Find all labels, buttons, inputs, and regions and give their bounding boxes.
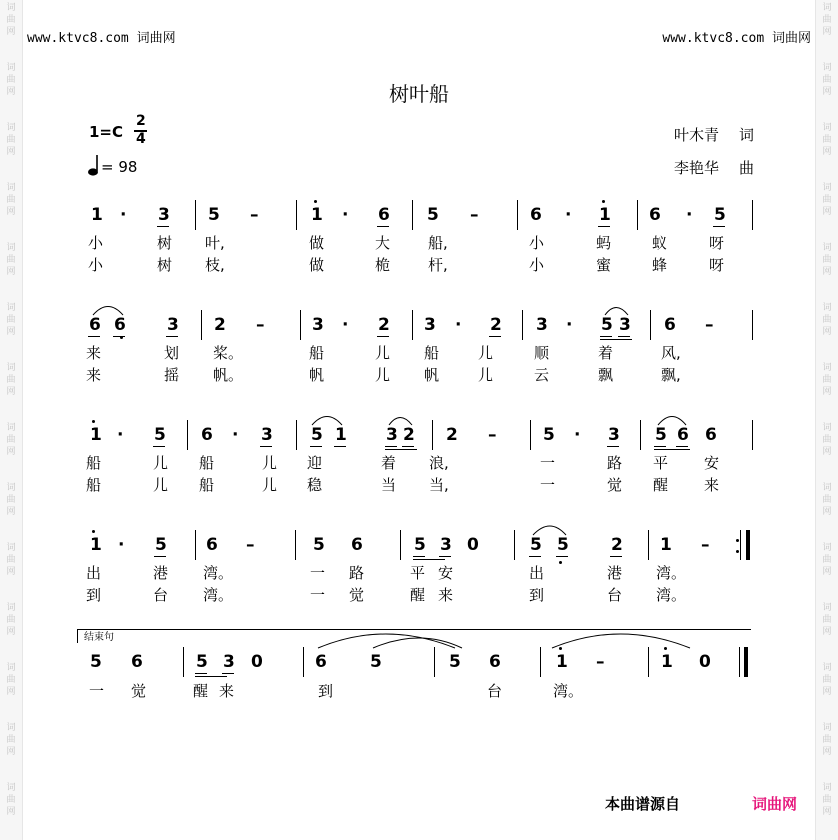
note: 1: [660, 535, 672, 555]
footer-source: 本曲谱源自: [605, 795, 681, 813]
note: 2: [446, 425, 458, 445]
watermark-glyph: 词: [822, 363, 832, 373]
watermark-glyph: 词: [6, 363, 16, 373]
watermark-glyph: 词: [822, 183, 832, 193]
lyric-char: 儿: [262, 476, 278, 494]
extension-dash: –: [470, 205, 479, 225]
augmentation-dot: ·: [117, 425, 124, 445]
watermark-glyph: 词: [6, 603, 16, 613]
note: 6: [201, 425, 213, 445]
lyric-char: 帆: [424, 366, 440, 384]
note: 1: [311, 205, 323, 225]
lyric-char: 船: [309, 344, 325, 362]
lyric-char: 划: [164, 344, 180, 362]
time-signature-bottom: 4: [136, 131, 146, 147]
watermark-glyph: 网: [6, 27, 16, 37]
lyric-char: 杆,: [428, 256, 448, 274]
lyric-char: 安: [704, 454, 720, 472]
watermark-glyph: 词: [6, 483, 16, 493]
slur: [533, 526, 566, 535]
lyric-char: 觉: [607, 476, 623, 494]
watermark-glyph: 网: [6, 447, 16, 457]
watermark-glyph: 曲: [822, 675, 832, 685]
augmentation-dot: ·: [342, 205, 349, 225]
watermark-glyph: 词: [822, 783, 832, 793]
note: 5: [427, 205, 439, 225]
note: 6: [378, 205, 390, 225]
song-title: 树叶船: [389, 82, 449, 106]
lyric-char: 来: [86, 344, 102, 362]
watermark-glyph: 曲: [822, 435, 832, 445]
slur: [373, 638, 462, 648]
note: 6: [315, 652, 327, 672]
lyric-char: 台: [487, 682, 503, 700]
note: 5: [370, 652, 382, 672]
lyric-char: 儿: [478, 344, 494, 362]
watermark-glyph: 词: [822, 63, 832, 73]
watermark-glyph: 词: [6, 183, 16, 193]
lyric-char: 桅: [375, 256, 391, 274]
lyric-char: 云: [534, 366, 550, 384]
watermark-glyph: 网: [822, 687, 832, 697]
lyric-char: 一: [89, 682, 105, 700]
watermark-glyph: 曲: [6, 315, 16, 325]
note: 3: [608, 425, 620, 445]
watermark-glyph: 词: [822, 303, 832, 313]
lyric-char: 桨。: [213, 344, 244, 362]
lyric-char: 儿: [375, 366, 391, 384]
watermark-glyph: 词: [822, 543, 832, 553]
lyric-char: 小: [88, 234, 104, 252]
watermark-glyph: 曲: [822, 555, 832, 565]
lyric-char: 帆: [309, 366, 325, 384]
watermark-glyph: 曲: [822, 735, 832, 745]
ending-bracket-left: [77, 629, 78, 643]
lyric-char: 一: [540, 476, 556, 494]
watermark-glyph: 网: [822, 387, 832, 397]
note: 5: [449, 652, 461, 672]
note: 5: [208, 205, 220, 225]
lyric-char: 觉: [131, 682, 147, 700]
watermark-glyph: 曲: [822, 315, 832, 325]
note: 1: [556, 652, 568, 672]
note: 6: [489, 652, 501, 672]
lyric-char: 到: [318, 682, 334, 700]
note: 5: [543, 425, 555, 445]
watermark-glyph: 词: [822, 483, 832, 493]
augmentation-dot: ·: [565, 205, 572, 225]
watermark-glyph: 词: [822, 423, 832, 433]
watermark-glyph: 曲: [822, 615, 832, 625]
extension-dash: –: [250, 205, 259, 225]
watermark-glyph: 网: [822, 87, 832, 97]
slur: [605, 308, 628, 316]
lyric-char: 船: [86, 454, 102, 472]
lyric-char: 儿: [153, 476, 169, 494]
augmentation-dot: ·: [686, 205, 693, 225]
watermark-glyph: 词: [822, 123, 832, 133]
watermark-glyph: 词: [6, 783, 16, 793]
note: 6: [131, 652, 143, 672]
ending-bracket-top: [77, 629, 751, 630]
lyric-char: 湾。: [553, 682, 584, 700]
lyric-char: 飘,: [661, 366, 681, 384]
note: 5: [311, 425, 323, 445]
watermark-glyph: 曲: [6, 135, 16, 145]
slur: [552, 634, 690, 648]
lyric-char: 船: [424, 344, 440, 362]
lyric-char: 着: [381, 454, 397, 472]
lyric-char: 醒: [653, 476, 669, 494]
lyric-char: 呀: [709, 234, 725, 252]
note: 6: [530, 205, 542, 225]
note: 3: [261, 425, 273, 445]
watermark-glyph: 曲: [6, 435, 16, 445]
watermark-glyph: 网: [822, 147, 832, 157]
watermark-glyph: 词: [6, 663, 16, 673]
note: 3: [619, 315, 631, 335]
lyric-char: 蚂: [596, 234, 612, 252]
lyric-char: 觉: [349, 586, 365, 604]
note: 3: [386, 425, 398, 445]
note: 5: [154, 425, 166, 445]
lyric-char: 着: [598, 344, 614, 362]
note: 6: [649, 205, 661, 225]
lyric-char: 船,: [428, 234, 448, 252]
augmentation-dot: ·: [120, 205, 127, 225]
watermark-glyph: 网: [6, 87, 16, 97]
note: 6: [89, 315, 101, 335]
watermark-glyph: 词: [822, 663, 832, 673]
lyric-char: 小: [88, 256, 104, 274]
note: 3: [424, 315, 436, 335]
augmentation-dot: ·: [574, 425, 581, 445]
watermark-glyph: 网: [6, 807, 16, 817]
watermark-glyph: 网: [6, 507, 16, 517]
lyric-char: 稳: [307, 476, 323, 494]
watermark-glyph: 网: [822, 207, 832, 217]
watermark-glyph: 曲: [6, 195, 16, 205]
extension-dash: –: [596, 652, 605, 672]
ending-label: 结束句: [84, 632, 114, 643]
watermark-glyph: 词: [822, 243, 832, 253]
watermark-glyph: 曲: [822, 495, 832, 505]
watermark-glyph: 曲: [6, 795, 16, 805]
watermark-glyph: 网: [6, 267, 16, 277]
watermark-glyph: 网: [822, 627, 832, 637]
lyric-char: 到: [86, 586, 102, 604]
lyric-char: 呀: [709, 256, 725, 274]
lyric-char: 一: [310, 564, 326, 582]
lyric-char: 船: [86, 476, 102, 494]
watermark-url: www.ktvc8.com: [662, 31, 765, 46]
watermark-glyph: 词: [6, 3, 16, 13]
lyric-char: 路: [607, 454, 623, 472]
extension-dash: –: [246, 535, 255, 555]
lyric-char: 迎: [307, 454, 323, 472]
note: 1: [661, 652, 673, 672]
composer-role: 曲: [739, 159, 755, 177]
lyric-char: 港: [153, 564, 169, 582]
watermark-glyph: 网: [6, 207, 16, 217]
watermark-glyph: 曲: [6, 15, 16, 25]
slur: [389, 418, 412, 426]
watermark-glyph: 曲: [6, 375, 16, 385]
watermark-glyph: 词: [6, 543, 16, 553]
note: 6: [677, 425, 689, 445]
note: 0: [467, 535, 479, 555]
watermark-glyph: 网: [822, 267, 832, 277]
watermark-glyph: 网: [6, 327, 16, 337]
watermark-glyph: 曲: [6, 615, 16, 625]
augmentation-dot: ·: [118, 535, 125, 555]
slur: [658, 417, 686, 426]
lyric-char: 路: [349, 564, 365, 582]
note: 1: [335, 425, 347, 445]
augmentation-dot: ·: [455, 315, 462, 335]
lyric-char: 摇: [164, 366, 180, 384]
note: 6: [664, 315, 676, 335]
extension-dash: –: [705, 315, 714, 335]
lyric-char: 出: [529, 564, 545, 582]
lyricist-role: 词: [739, 126, 755, 144]
watermark-glyph: 曲: [822, 255, 832, 265]
watermark-glyph: 曲: [6, 555, 16, 565]
watermark-glyph: 网: [6, 387, 16, 397]
watermark-glyph: 曲: [6, 675, 16, 685]
watermark-glyph: 网: [6, 147, 16, 157]
watermark-glyph: 网: [822, 447, 832, 457]
slur: [318, 634, 455, 648]
extension-dash: –: [256, 315, 265, 335]
lyric-char: 台: [607, 586, 623, 604]
lyric-char: 儿: [478, 366, 494, 384]
lyric-char: 醒: [410, 586, 426, 604]
lyric-char: 一: [310, 586, 326, 604]
note: 1: [91, 205, 103, 225]
lyric-char: 顺: [534, 344, 550, 362]
lyric-char: 树: [157, 256, 173, 274]
lyric-char: 浪,: [429, 454, 449, 472]
lyric-char: 平: [410, 564, 426, 582]
watermark-glyph: 网: [6, 687, 16, 697]
note: 0: [251, 652, 263, 672]
note: 3: [158, 205, 170, 225]
lyric-char: 大: [375, 234, 391, 252]
watermark-glyph: 网: [822, 327, 832, 337]
watermark-glyph: 词: [6, 243, 16, 253]
lyric-char: 帆。: [213, 366, 244, 384]
tempo-marking: = 98: [101, 158, 138, 176]
lyric-char: 枝,: [205, 256, 225, 274]
lyric-char: 当,: [429, 476, 449, 494]
watermark-glyph: 网: [6, 627, 16, 637]
lyric-char: 来: [704, 476, 720, 494]
lyric-char: 蜜: [596, 256, 612, 274]
watermark-glyph: 网: [822, 567, 832, 577]
lyric-char: 来: [219, 682, 235, 700]
note: 5: [196, 652, 208, 672]
lyric-char: 树: [157, 234, 173, 252]
watermark-glyph: 网: [822, 747, 832, 757]
note: 5: [557, 535, 569, 555]
lyric-char: 港: [607, 564, 623, 582]
watermark-glyph: 词: [6, 723, 16, 733]
slur: [312, 417, 342, 426]
note: 3: [167, 315, 179, 335]
composer-name: 李艳华: [674, 159, 720, 177]
watermark-glyph: 曲: [6, 75, 16, 85]
note: 2: [490, 315, 502, 335]
watermark-glyph: 词: [822, 603, 832, 613]
lyric-char: 安: [438, 564, 454, 582]
lyric-char: 叶,: [205, 234, 225, 252]
watermark-glyph: 网: [6, 747, 16, 757]
lyric-char: 当: [381, 476, 397, 494]
watermark-glyph: 曲: [822, 375, 832, 385]
watermark-glyph: 词: [6, 123, 16, 133]
watermark-url: www.ktvc8.com: [27, 31, 129, 46]
watermark-glyph: 网: [822, 27, 832, 37]
augmentation-dot: ·: [566, 315, 573, 335]
extension-dash: –: [488, 425, 497, 445]
lyric-char: 做: [309, 234, 325, 252]
lyric-char: 醒: [193, 682, 209, 700]
watermark-glyph: 曲: [822, 195, 832, 205]
augmentation-dot: ·: [232, 425, 239, 445]
lyric-char: 蚁: [652, 234, 668, 252]
lyric-char: 湾。: [203, 586, 234, 604]
note: 1: [90, 425, 102, 445]
key-signature: 1=C: [89, 123, 124, 141]
extension-dash: –: [701, 535, 710, 555]
watermark-glyph: 词: [822, 723, 832, 733]
watermark-glyph: 网: [822, 807, 832, 817]
slur: [93, 307, 123, 316]
watermark-site: 词曲网: [771, 31, 811, 46]
lyric-char: 湾。: [203, 564, 234, 582]
note: 0: [699, 652, 711, 672]
watermark-glyph: 词: [6, 303, 16, 313]
note: 2: [403, 425, 415, 445]
lyric-char: 蜂: [652, 256, 668, 274]
lyricist-name: 叶木青: [674, 126, 720, 144]
watermark-glyph: 曲: [822, 135, 832, 145]
lyric-char: 船: [199, 454, 215, 472]
note: 2: [378, 315, 390, 335]
watermark-glyph: 网: [6, 567, 16, 577]
note: 5: [414, 535, 426, 555]
note: 6: [206, 535, 218, 555]
lyric-char: 儿: [375, 344, 391, 362]
watermark-glyph: 词: [6, 423, 16, 433]
note: 6: [705, 425, 717, 445]
note: 3: [312, 315, 324, 335]
lyric-char: 来: [438, 586, 454, 604]
lyric-char: 一: [540, 454, 556, 472]
watermark-glyph: 网: [822, 507, 832, 517]
watermark-site: 词曲网: [136, 31, 176, 46]
lyric-char: 湾。: [656, 586, 687, 604]
lyric-char: 儿: [153, 454, 169, 472]
lyric-char: 儿: [262, 454, 278, 472]
lyric-char: 湾。: [656, 564, 687, 582]
lyric-char: 到: [529, 586, 545, 604]
lyric-char: 风,: [661, 344, 681, 362]
note: 3: [440, 535, 452, 555]
note: 5: [530, 535, 542, 555]
note: 1: [90, 535, 102, 555]
note: 5: [155, 535, 167, 555]
lyric-char: 台: [153, 586, 169, 604]
lyric-char: 来: [86, 366, 102, 384]
note: 3: [223, 652, 235, 672]
augmentation-dot: ·: [342, 315, 349, 335]
watermark-glyph: 曲: [6, 255, 16, 265]
lyric-char: 船: [199, 476, 215, 494]
note: 2: [611, 535, 623, 555]
lyric-char: 做: [309, 256, 325, 274]
watermark-glyph: 曲: [822, 75, 832, 85]
watermark-glyph: 曲: [6, 735, 16, 745]
note: 5: [90, 652, 102, 672]
lyric-char: 飘: [598, 366, 614, 384]
watermark-glyph: 曲: [822, 15, 832, 25]
note: 5: [313, 535, 325, 555]
time-signature-top: 2: [136, 113, 146, 129]
lyric-char: 平: [653, 454, 669, 472]
note: 6: [351, 535, 363, 555]
lyric-char: 小: [529, 234, 545, 252]
watermark-glyph: 词: [822, 3, 832, 13]
note: 6: [114, 315, 126, 335]
note: 3: [536, 315, 548, 335]
watermark-glyph: 曲: [6, 495, 16, 505]
note: 1: [599, 205, 611, 225]
note: 5: [601, 315, 613, 335]
lyric-char: 出: [86, 564, 102, 582]
note: 2: [214, 315, 226, 335]
footer-site-link[interactable]: 词曲网: [752, 795, 798, 813]
note: 5: [714, 205, 726, 225]
watermark-glyph: 词: [6, 63, 16, 73]
watermark-glyph: 曲: [822, 795, 832, 805]
lyric-char: 小: [529, 256, 545, 274]
note: 5: [655, 425, 667, 445]
